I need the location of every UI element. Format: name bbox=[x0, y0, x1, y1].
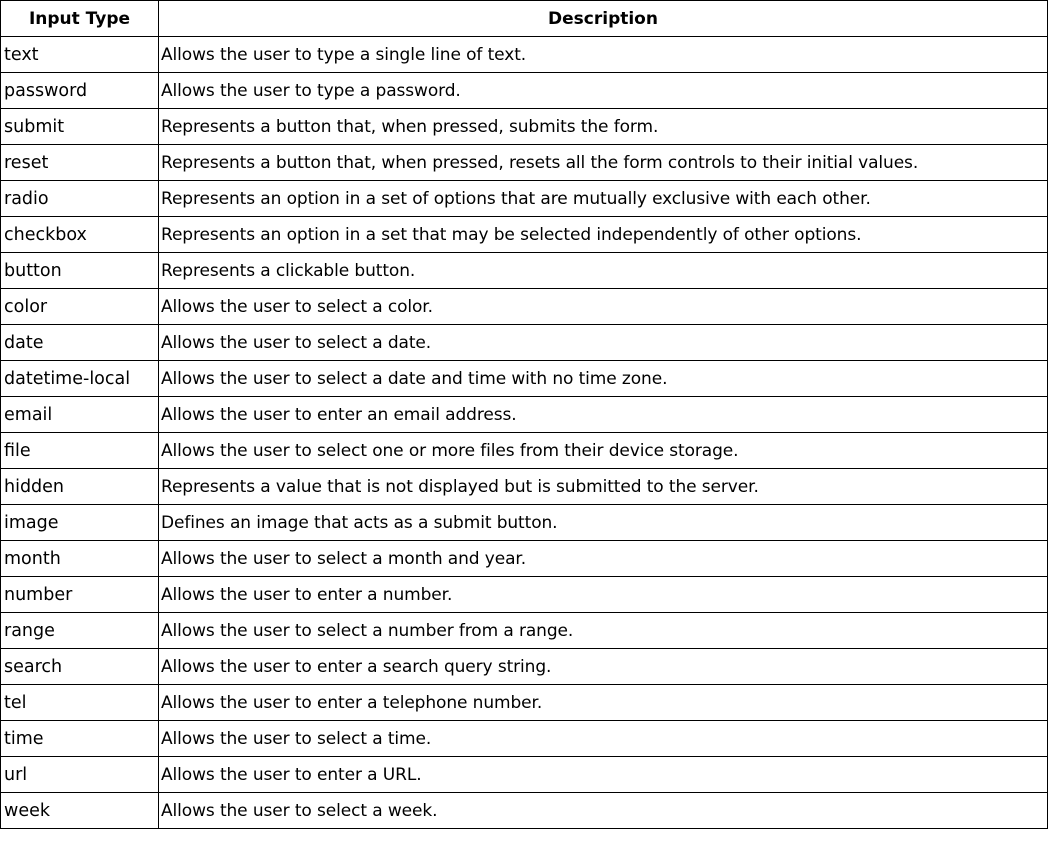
input-type-cell: button bbox=[1, 253, 159, 289]
input-type-cell: color bbox=[1, 289, 159, 325]
table-row bbox=[1, 721, 1048, 757]
input-type-cell: range bbox=[1, 613, 159, 649]
table-row bbox=[1, 217, 1048, 253]
input-type-cell: month bbox=[1, 541, 159, 577]
input-type-cell: checkbox bbox=[1, 217, 159, 253]
input-type-cell: submit bbox=[1, 109, 159, 145]
table-row bbox=[1, 289, 1048, 325]
table-row bbox=[1, 793, 1048, 829]
description-cell: Represents a clickable button. bbox=[159, 253, 1048, 289]
description-cell: Represents an option in a set that may be selected independently of other options. bbox=[159, 217, 1048, 253]
description-cell: Represents a value that is not displayed but is submitted to the server. bbox=[159, 469, 1048, 505]
table-row bbox=[1, 613, 1048, 649]
description-cell: Allows the user to select a month and year. bbox=[159, 541, 1048, 577]
description-cell: Represents a button that, when pressed, submits the form. bbox=[159, 109, 1048, 145]
table-row bbox=[1, 541, 1048, 577]
table-header-row bbox=[1, 1, 1048, 37]
input-type-cell: search bbox=[1, 649, 159, 685]
table-row bbox=[1, 181, 1048, 217]
description-cell: Allows the user to select a color. bbox=[159, 289, 1048, 325]
table-row bbox=[1, 253, 1048, 289]
table-row bbox=[1, 649, 1048, 685]
input-type-cell: week bbox=[1, 793, 159, 829]
description-cell: Allows the user to select a week. bbox=[159, 793, 1048, 829]
input-type-cell: email bbox=[1, 397, 159, 433]
description-cell: Represents a button that, when pressed, resets all the form controls to their initial values. bbox=[159, 145, 1048, 181]
description-cell: Allows the user to select one or more files from their device storage. bbox=[159, 433, 1048, 469]
description-cell: Allows the user to type a password. bbox=[159, 73, 1048, 109]
description-cell: Allows the user to select a number from a range. bbox=[159, 613, 1048, 649]
table-row bbox=[1, 73, 1048, 109]
table-row bbox=[1, 37, 1048, 73]
table-row bbox=[1, 361, 1048, 397]
input-type-cell: number bbox=[1, 577, 159, 613]
description-cell: Allows the user to enter a search query string. bbox=[159, 649, 1048, 685]
input-type-cell: password bbox=[1, 73, 159, 109]
description-cell: Allows the user to select a time. bbox=[159, 721, 1048, 757]
table-row bbox=[1, 109, 1048, 145]
description-cell: Allows the user to enter an email address. bbox=[159, 397, 1048, 433]
input-type-cell: date bbox=[1, 325, 159, 361]
input-type-cell: radio bbox=[1, 181, 159, 217]
input-type-cell: time bbox=[1, 721, 159, 757]
table-row bbox=[1, 397, 1048, 433]
table-row bbox=[1, 685, 1048, 721]
table-row bbox=[1, 577, 1048, 613]
table-row bbox=[1, 505, 1048, 541]
header-description: Description bbox=[159, 1, 1048, 37]
input-type-cell: tel bbox=[1, 685, 159, 721]
table-row bbox=[1, 325, 1048, 361]
table-row bbox=[1, 145, 1048, 181]
input-type-cell: text bbox=[1, 37, 159, 73]
description-cell: Allows the user to select a date. bbox=[159, 325, 1048, 361]
input-type-cell: url bbox=[1, 757, 159, 793]
description-cell: Defines an image that acts as a submit button. bbox=[159, 505, 1048, 541]
description-cell: Allows the user to enter a number. bbox=[159, 577, 1048, 613]
input-type-cell: reset bbox=[1, 145, 159, 181]
description-cell: Represents an option in a set of options that are mutually exclusive with each other. bbox=[159, 181, 1048, 217]
input-type-cell: datetime-local bbox=[1, 361, 159, 397]
description-cell: Allows the user to enter a telephone number. bbox=[159, 685, 1048, 721]
description-cell: Allows the user to enter a URL. bbox=[159, 757, 1048, 793]
table-row bbox=[1, 469, 1048, 505]
description-cell: Allows the user to select a date and time with no time zone. bbox=[159, 361, 1048, 397]
header-input-type: Input Type bbox=[1, 1, 159, 37]
input-type-cell: file bbox=[1, 433, 159, 469]
description-cell: Allows the user to type a single line of text. bbox=[159, 37, 1048, 73]
input-type-cell: image bbox=[1, 505, 159, 541]
input-type-cell: hidden bbox=[1, 469, 159, 505]
table-row bbox=[1, 433, 1048, 469]
table-row bbox=[1, 757, 1048, 793]
